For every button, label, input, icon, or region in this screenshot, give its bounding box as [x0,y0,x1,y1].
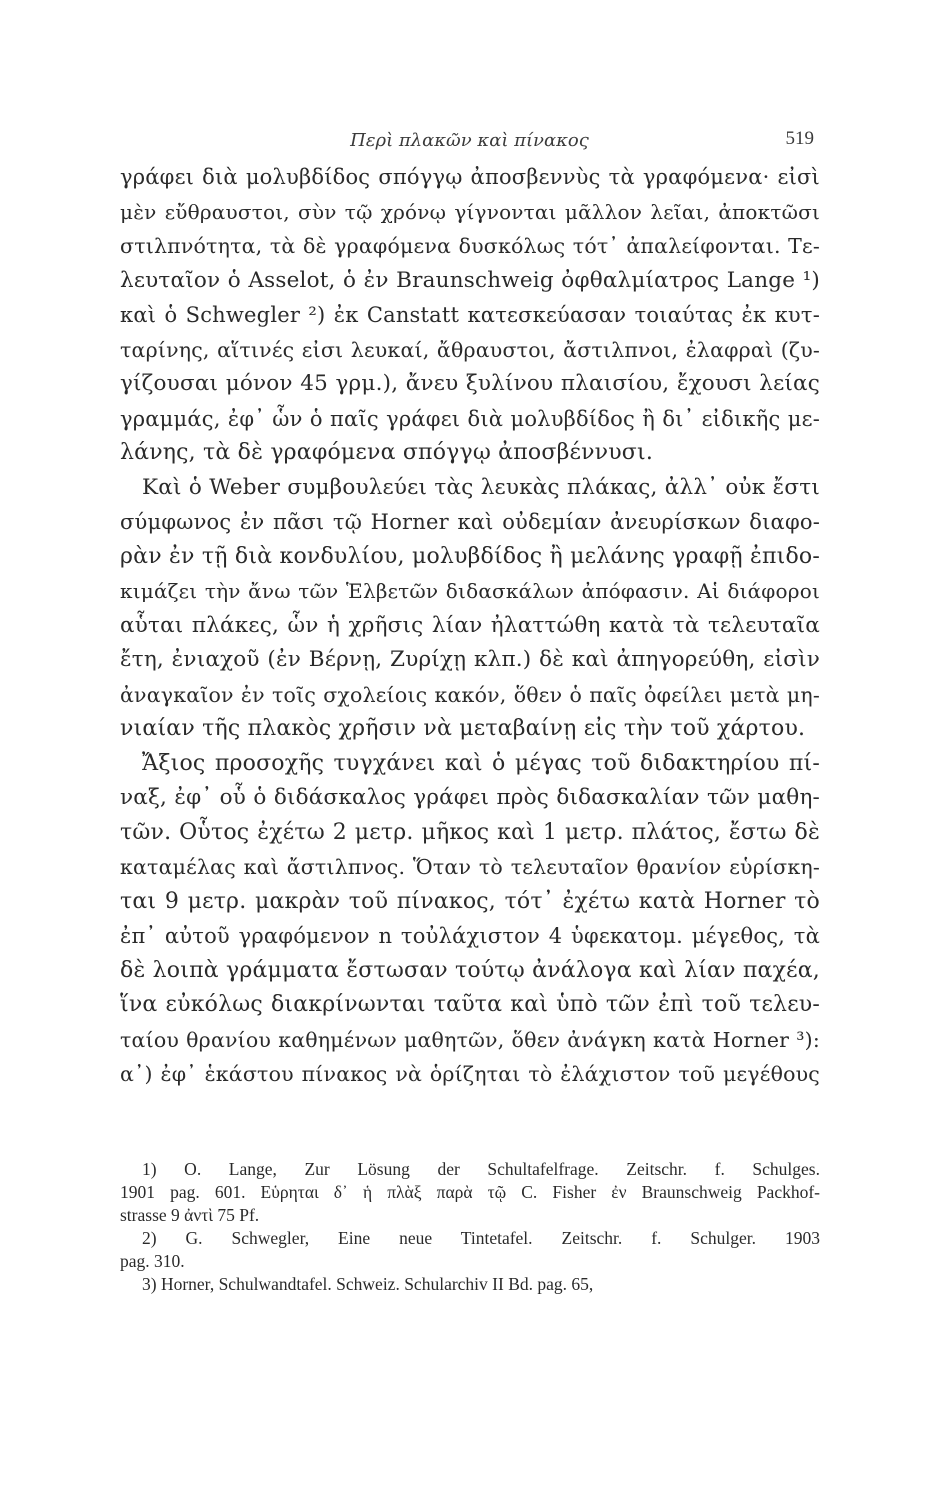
text-line: μὲν εὔθραυστοι, σὺν τῷ χρόνῳ γίγνονται μᾶλλον λεῖαι, ἀποκτῶσι [120,199,820,224]
text-line: ἵνα εὐκόλως διακρίνωνται ταῦτα καὶ ὑπὸ τῶν ἐπὶ τοῦ τελευ- [120,992,820,1017]
text-line: Καὶ ὁ Weber συμβουλεύει τὰς λευκὰς πλάκας, ἀλλ᾿ οὐκ ἔστι [142,474,820,500]
text-line: γράφει διὰ μολυβδίδος σπόγγῳ ἀποσβεννὺς τὰ γραφόμενα· εἰσὶ [120,165,820,189]
text-line: καταμέλας καὶ ἄστιλπνος. Ὅταν τὸ τελευταῖον θρανίον εὑρίσκη- [120,855,820,879]
text-line: ἀναγκαῖον ἐν τοῖς σχολείοις κακόν, ὅθεν ὁ παῖς ὀφείλει μετὰ μη- [120,682,820,707]
text-line: λευταῖον ὁ Asselot, ὁ ἐν Braunschweig ὀφθαλμίατρος Lange ¹) [120,267,820,293]
text-line: ἐπ᾿ αὐτοῦ γραφόμενον n τοὐλάχιστον 4 ὑφεκατομ. μέγεθος, τὰ [120,924,820,948]
text-line: αὗται πλάκες, ὧν ἡ χρῆσις λίαν ἠλαττώθη κατὰ τὰ τελευταῖα [120,612,820,638]
text-line: ταρίνης, αἵτινές εἰσι λευκαί, ἄθραυστοι, ἄστιλπνοι, ἐλαφραὶ (ζυ- [120,337,820,362]
text-line: λάνης, τὰ δὲ γραφόμενα σπόγγῳ ἀποσβέννυσι. [120,440,654,465]
footnote-line: 1901 pag. 601. Εὑρηται δ᾿ ἡ πλὰξ παρὰ τῷ C. Fisher ἐν Braunschweig Packhof- [120,1182,820,1202]
footnote-line: strasse 9 ἀντὶ 75 Pf. [120,1205,260,1225]
text-line: γίζουσαι μόνον 45 γρμ.), ἄνευ ξυλίνου πλαισίου, ἔχουσι λείας [120,371,820,396]
footnote-line: 2) G. Schwegler, Eine neue Tintetafel. Zeitschr. f. Schulger. 1903 [142,1228,820,1248]
footnote-line: 3) Horner, Schulwandtafel. Schweiz. Schularchiv II Bd. pag. 65, [142,1274,594,1294]
text-line: κιμάζει τὴν ἄνω τῶν Ἑλβετῶν διδασκάλων ἀπόφασιν. Αἱ διάφοροι [120,579,820,603]
body-text [120,160,820,1092]
footnotes [120,1158,820,1296]
text-line: γραμμάς, ἐφ᾿ ὧν ὁ παῖς γράφει διὰ μολυβδίδος ἢ δι᾿ εἰδικῆς με- [120,406,820,431]
text-line: ἔτη, ἐνιαχοῦ (ἐν Βέρνῃ, Ζυρίχῃ κλπ.) δὲ καὶ ἀπηγορεύθη, εἰσὶν [120,647,820,672]
text-line: δὲ λοιπὰ γράμματα ἔστωσαν τούτῳ ἀνάλογα καὶ λίαν παχέα, [120,957,820,983]
text-line: α᾿) ἐφ᾿ ἑκάστου πίνακος νὰ ὁρίζηται τὸ ἐλάχιστον τοῦ μεγέθους [120,1062,820,1086]
text-line: ρὰν ἐν τῇ διὰ κονδυλίου, μολυβδίδος ἢ μελάνης γραφῇ ἐπιδο- [120,543,820,569]
text-line: ναξ, ἐφ᾿ οὗ ὁ διδάσκαλος γράφει πρὸς διδασκαλίαν τῶν μαθη- [120,785,820,810]
text-line: Ἄξιος προσοχῆς τυγχάνει καὶ ὁ μέγας τοῦ διδακτηρίου πί- [142,750,820,776]
footnote-line: 1) O. Lange, Zur Lösung der Schultafelfrage. Zeitschr. f. Schulges. [142,1159,820,1179]
text-line: τῶν. Οὗτος ἐχέτω 2 μετρ. μῆκος καὶ 1 μετρ. πλάτος, ἔστω δὲ [120,819,820,845]
text-line: ται 9 μετρ. μακρὰν τοῦ πίνακος, τότ᾿ ἐχέτω κατὰ Horner τὸ [120,888,820,914]
text-line: ταίου θρανίου καθημένων μαθητῶν, ὅθεν ἀνάγκη κατὰ Horner ³): [120,1027,820,1052]
text-line: σύμφωνος ἐν πᾶσι τῷ Horner καὶ οὐδεμίαν ἀνευρίσκων διαφο- [120,510,820,534]
text-line: στιλπνότητα, τὰ δὲ γραφόμενα δυσκόλως τότ᾿ ἀπαλείφονται. Τε- [120,234,820,258]
page-number: 519 [785,128,814,149]
text-line: νιαίαν τῆς πλακὸς χρῆσιν νὰ μεταβαίνῃ εἰς τὴν τοῦ χάρτου. [120,716,806,741]
footnote-line: pag. 310. [120,1251,185,1271]
running-title: Περὶ πλακῶν καὶ πίνακος [350,130,589,151]
text-line: καὶ ὁ Schwegler ²) ἐκ Canstatt κατεσκεύασαν τοιαύτας ἐκ κυτ- [120,303,820,327]
